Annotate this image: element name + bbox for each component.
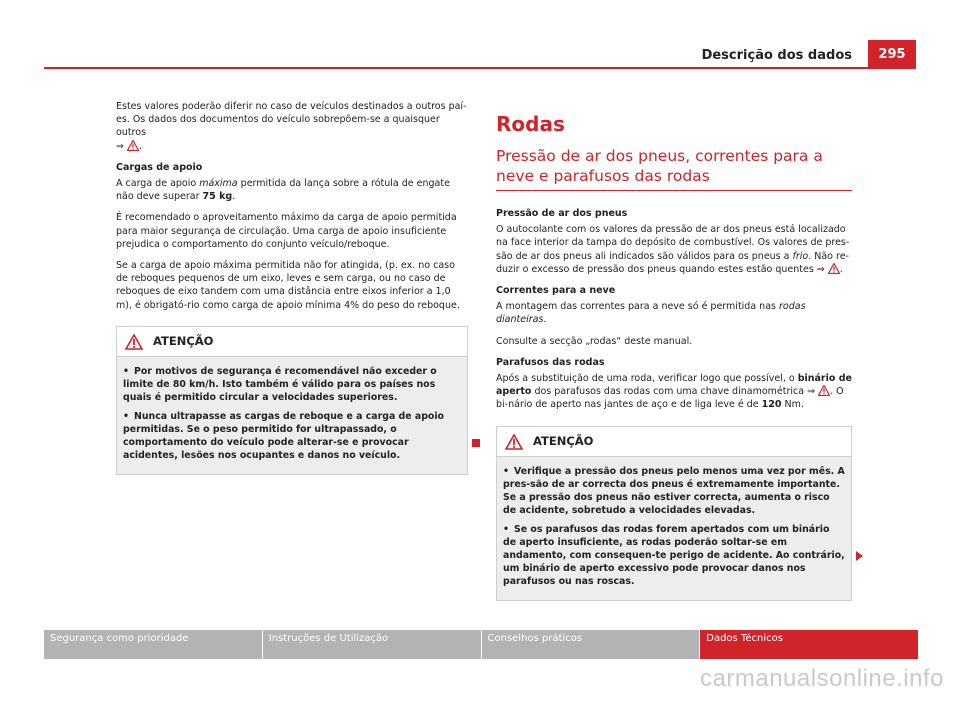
cargas-paragraph-3: Se a carga de apoio máxima permitida não for atingida, (p. ex. no caso de reboques pequenos de um eixo, leves e sem carga, ou no caso de reboques de eixo tandem com uma distância entre eixos inferior a 1,0 m), é obrigató-rio como carga de apoio mínima 4% do peso do reboque. [116, 260, 460, 311]
section-title: Pressão de ar dos pneus, correntes para a neve e parafusos das rodas [496, 146, 852, 191]
pressao-heading: Pressão de ar dos pneus [496, 208, 628, 219]
continue-arrow-icon [856, 551, 863, 561]
consulte-paragraph: Consulte a secção „rodas“ deste manual. [496, 335, 693, 347]
warning-body [497, 457, 851, 600]
parafusos-heading: Parafusos das rodas [496, 356, 605, 368]
warning-item: • Verifique a pressão dos pneus pelo menos uma vez por mês. A pres-são de ar correcta dos pneus é extremamente importante. Se a pressão dos pneus não estiver correcta, aumenta o risco de acidente, sobretudo a velocidades elevadas. [503, 465, 845, 516]
section-end-marker [472, 439, 480, 447]
tab-seguranca[interactable]: Segurança como prioridade [44, 630, 263, 659]
intro-paragraph: Estes valores poderão diferir no caso de veículos destinados a outros paí- es. Os dados dos documentos do veículo sobrepõem-se a quaisquer outros ⇒ . [116, 101, 467, 152]
warning-item: • Se os parafusos das rodas forem apertados com um binário de aperto insuficiente, as rodas poderão soltar-se em andamento, com consequen-te perigo de acidente. Ao contrário, um binário de aperto excessivo pode provocar danos nos parafusos ou nas roscas. [503, 523, 845, 587]
warning-title: ATENÇÃO [533, 434, 594, 449]
warning-triangle-icon [828, 263, 840, 274]
cargas-paragraph-2: É recomendado o aproveitamento máximo da carga de apoio permitida para maior segurança de circulação. Uma carga de apoio insuficiente prejudica o comportamento do conjunto veículo/reboque. [116, 212, 457, 250]
page-number: 295 [868, 40, 916, 68]
correntes-paragraph: A montagem das correntes para a neve só é permitida nas rodas dianteiras. [496, 301, 806, 326]
page-section-title: Descrição dos dados [701, 48, 852, 63]
cargas-paragraph-1: A carga de apoio máxima permitida da lança sobre a rótula de engate não deve superar 75 kg. [116, 178, 450, 203]
warning-triangle-icon [818, 385, 830, 396]
warning-header [117, 327, 467, 357]
tab-conselhos[interactable]: Conselhos práticos [482, 630, 701, 659]
warning-item: • Por motivos de segurança é recomendável não exceder o limite de 80 km/h. Isto também é válido para os países nos quais é permitido circular a velocidades superiores. [123, 365, 437, 403]
parafusos-paragraph: Após a substituição de uma roda, verificar logo que possível, o binário de aperto dos parafusos das rodas com uma chave dinamométrica ⇒ . O bi-nário de aperto nas jantes de aço e de liga leve é de 120 Nm. [496, 373, 852, 411]
warning-item: • Nunca ultrapasse as cargas de reboque e a carga de apoio permitidas. Se o peso permitido for ultrapassado, o comportamento do veículo pode alterar-se e provocar acidentes, lesões nos ocupantes e danos no veículo. [123, 410, 444, 461]
watermark: carmanualsonline.info [700, 665, 944, 692]
right-column [496, 112, 852, 601]
tab-instrucoes[interactable]: Instruções de Utilização [263, 630, 482, 659]
warning-header [497, 427, 851, 457]
warning-box-right [496, 426, 852, 601]
warning-body [117, 357, 467, 474]
warning-triangle-icon [125, 334, 143, 350]
pressao-paragraph: O autocolante com os valores da pressão de ar dos pneus está localizado na face interior da tampa do depósito de combustível. Os valores de pres-são de ar dos pneus ali indicados são válidos para os pneus a frio. Não re-duzir o excesso de pressão dos pneus quando estes estão quentes ⇒ . [496, 224, 850, 275]
warning-box-left [116, 326, 468, 475]
warning-title: ATENÇÃO [153, 334, 214, 349]
cargas-heading: Cargas de apoio [116, 161, 203, 173]
tab-dados-tecnicos[interactable]: Dados Técnicos [700, 630, 918, 659]
left-column [116, 100, 468, 475]
chapter-title: Rodas [496, 112, 565, 136]
correntes-heading: Correntes para a neve [496, 285, 616, 297]
header-rule [44, 67, 916, 69]
footer-nav [44, 630, 918, 659]
warning-triangle-icon [127, 140, 139, 151]
warning-triangle-icon [505, 434, 523, 450]
